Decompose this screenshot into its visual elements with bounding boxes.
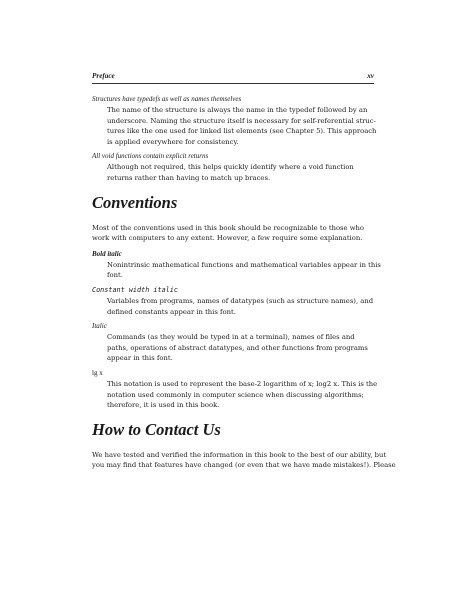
contact-paragraph bbox=[92, 450, 396, 471]
definition-line: This notation is used to represent the base-2 logarithm of x; log2 x. This is the bbox=[107, 379, 378, 388]
conventions-intro bbox=[92, 223, 374, 244]
contact-heading: How to Contact Us bbox=[92, 419, 221, 439]
convention-definition bbox=[107, 379, 378, 411]
intro-item bbox=[92, 151, 374, 183]
convention-item-italic bbox=[92, 321, 374, 364]
definition-line: defined constants appear in this font. bbox=[107, 307, 236, 316]
convention-term: lg x bbox=[92, 368, 103, 377]
running-head bbox=[92, 72, 374, 81]
definition-line: therefore, it is used in this book. bbox=[107, 401, 220, 410]
page-content bbox=[92, 94, 396, 476]
intro-item bbox=[92, 94, 377, 147]
definition-line: tures like the one used for linked list elements (see Chapter 5). This approach bbox=[107, 127, 377, 136]
definition-line: paths, operations of abstract datatypes, and other functions from programs bbox=[107, 343, 368, 352]
convention-term: Italic bbox=[92, 322, 107, 331]
intro-item-term: All void functions contain explicit returns bbox=[92, 152, 209, 161]
definition-line: appear in this font. bbox=[107, 354, 173, 363]
intro-item-definition bbox=[107, 105, 377, 147]
paragraph-line: We have tested and verified the information in this book to the best of our ability, but bbox=[92, 450, 387, 459]
definition-line: Commands (as they would be typed in at a terminal), names of files and bbox=[107, 333, 355, 342]
page-number: xv bbox=[367, 72, 374, 80]
definition-line: font. bbox=[107, 271, 123, 280]
convention-term: Constant width italic bbox=[92, 285, 178, 294]
convention-item-bold-italic bbox=[92, 249, 381, 281]
definition-line: Nonintrinsic mathematical functions and mathematical variables appear in this bbox=[107, 260, 381, 269]
convention-definition bbox=[107, 332, 374, 364]
header-rule bbox=[92, 83, 374, 84]
definition-line: returns rather than having to match up braces. bbox=[107, 173, 271, 182]
convention-item-lg-x bbox=[92, 368, 378, 411]
definition-line: The name of the structure is always the name in the typedef followed by an bbox=[107, 106, 368, 114]
definition-line: Although not required, this helps quickly identify where a void function bbox=[107, 163, 354, 172]
convention-term: Bold italic bbox=[92, 249, 122, 258]
definition-line: is applied everywhere for consistency. bbox=[107, 137, 239, 146]
convention-definition bbox=[107, 260, 381, 281]
paragraph-line: you may find that features have changed (or even that we have made mistakes!). Please bbox=[92, 461, 396, 470]
intro-item-term: Structures have typedefs as well as names themselves bbox=[92, 95, 242, 103]
definition-line: Variables from programs, names of datatypes (such as structure names), and bbox=[107, 296, 374, 305]
book-page bbox=[92, 0, 396, 591]
definition-line: notation used commonly in computer science when discussing algorithms; bbox=[107, 390, 364, 399]
definition-line: underscore. Naming the structure itself is necessary for self-referential struc- bbox=[107, 116, 376, 125]
paragraph-line: Most of the conventions used in this book should be recognizable to those who bbox=[92, 223, 364, 232]
convention-definition bbox=[107, 296, 374, 317]
running-head-section: Preface bbox=[92, 72, 115, 80]
intro-item-definition bbox=[107, 162, 374, 183]
convention-item-constant-width-italic bbox=[92, 285, 374, 317]
paragraph-line: work with computers to any extent. However, a few require some explanation. bbox=[92, 234, 363, 243]
conventions-heading: Conventions bbox=[92, 192, 178, 212]
